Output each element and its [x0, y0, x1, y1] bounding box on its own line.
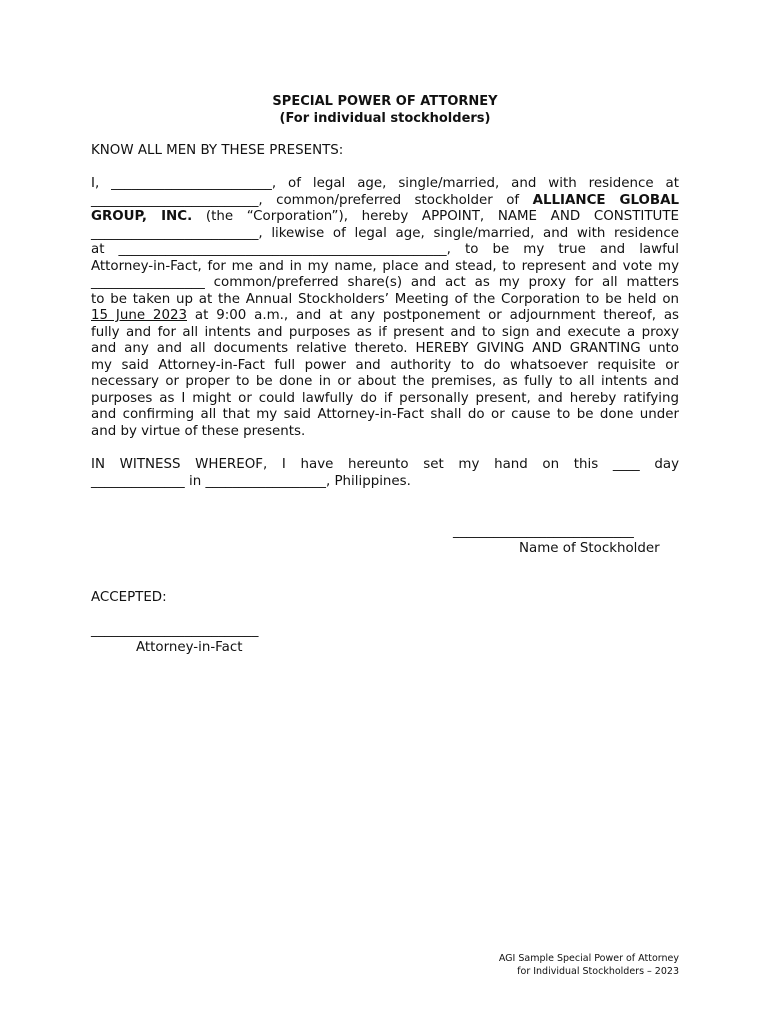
- body-line: [91, 275, 679, 292]
- stockholder-signature-line: ___________________________: [453, 524, 634, 539]
- body-line: [91, 325, 679, 342]
- body-line: [91, 176, 679, 193]
- body-text: GROUP, INC.: [91, 209, 193, 224]
- body-text: my said Attorney-in-Fact full power and authority to do whatsoever requisite or: [91, 357, 679, 373]
- body-line: [91, 292, 679, 309]
- body-line: [91, 193, 679, 210]
- body-line: [91, 308, 679, 325]
- salutation: KNOW ALL MEN BY THESE PRESENTS:: [91, 143, 344, 158]
- witness-line-2: ______________ in __________________, Philippines.: [91, 474, 411, 489]
- stockholder-label: Name of Stockholder: [519, 541, 660, 556]
- attorney-label: Attorney-in-Fact: [136, 640, 243, 655]
- body-text: _________________________, common/preferred stockholder of: [91, 192, 533, 208]
- body-line: [91, 407, 679, 424]
- body-line: [91, 341, 679, 358]
- witness-line-1: IN WITNESS WHEREOF, I have hereunto set my hand on this ____ day: [91, 457, 679, 472]
- body-line: [91, 424, 679, 441]
- body-text: I, ________________________, of legal age, single/married, and with residence at: [91, 176, 679, 191]
- body-text: necessary or proper to be done in or about the premises, as fully to all intents and: [91, 374, 679, 389]
- accepted-label: ACCEPTED:: [91, 590, 167, 605]
- body-line: [91, 391, 679, 408]
- body-text: and by virtue of these presents.: [91, 423, 306, 439]
- body-line: [91, 209, 679, 226]
- body-text: fully and for all intents and purposes as if present and to sign and execute a proxy: [91, 324, 679, 340]
- body-line: [91, 226, 679, 243]
- body-text: at 9:00 a.m., and at any postponement or adjournment thereof, as: [187, 308, 680, 323]
- footer-line-2: for Individual Stockholders – 2023: [517, 966, 679, 977]
- body-text: purposes as I might or could lawfully do if personally present, and hereby ratifying: [91, 390, 679, 406]
- body-text: _________________ common/preferred share(s) and act as my proxy for all matters: [91, 275, 679, 290]
- body-text: 15 June 2023: [91, 308, 188, 323]
- body-line: [91, 259, 679, 276]
- document-subtitle: (For individual stockholders): [279, 111, 491, 126]
- body-text: (the “Corporation”), hereby APPOINT, NAME AND CONSTITUTE: [192, 209, 679, 224]
- body-text: and confirming all that my said Attorney-in-Fact shall do or cause to be done under: [91, 407, 679, 422]
- footer-line-1: AGI Sample Special Power of Attorney: [498, 953, 679, 964]
- attorney-signature-line: _________________________: [91, 623, 259, 638]
- body-text: and any and all documents relative thereto. HEREBY GIVING AND GRANTING unto: [91, 341, 679, 356]
- body-line: [91, 242, 679, 259]
- body-text: Attorney-in-Fact, for me and in my name, place and stead, to represent and vote my: [91, 258, 679, 274]
- body-line: [91, 374, 679, 391]
- body-text: ALLIANCE GLOBAL: [532, 192, 679, 208]
- document-title: SPECIAL POWER OF ATTORNEY: [272, 94, 498, 109]
- body-line: [91, 358, 679, 375]
- body-text: to be taken up at the Annual Stockholders’ Meeting of the Corporation to be held on: [91, 291, 679, 307]
- body-text: _________________________, likewise of legal age, single/married, and with residence: [91, 225, 679, 241]
- body-text: at _________________________________________________, to be my true and lawful: [91, 242, 679, 257]
